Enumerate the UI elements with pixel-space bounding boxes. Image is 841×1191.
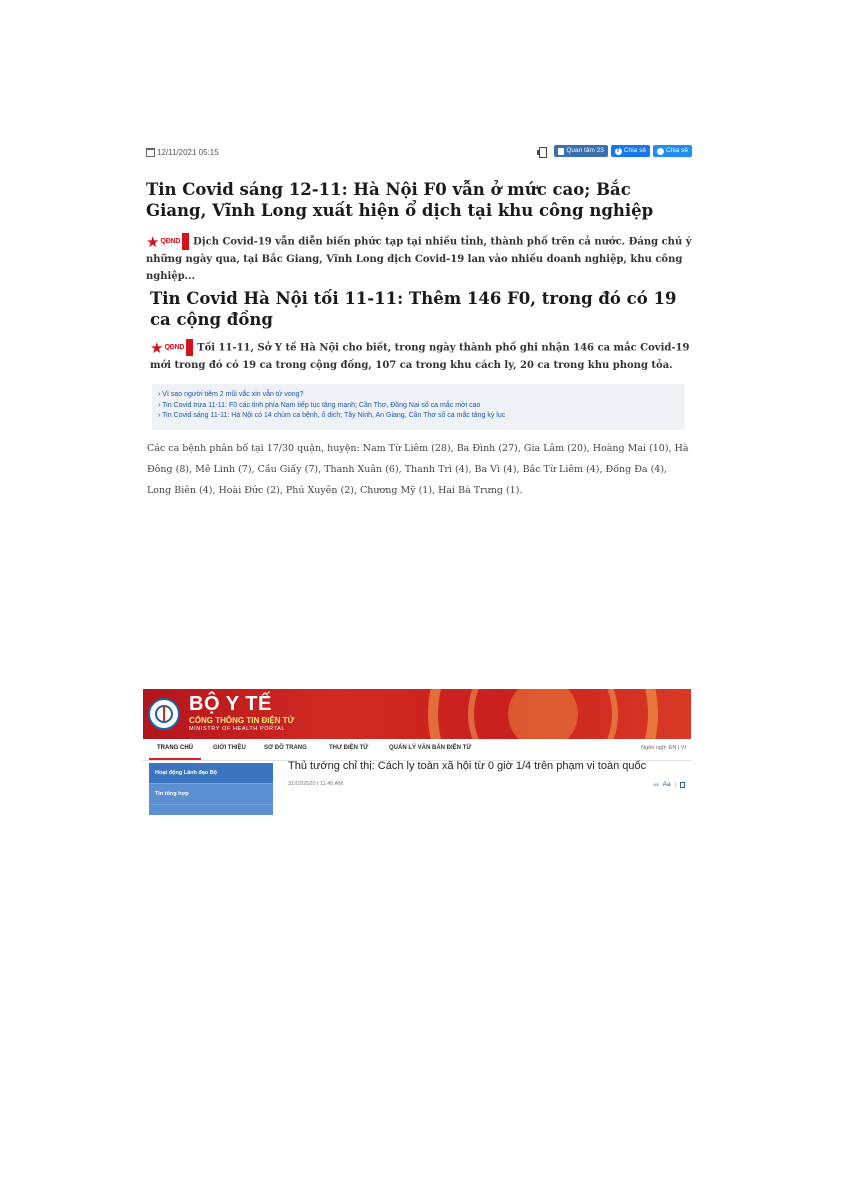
article1-title[interactable]: Tin Covid sáng 12-11: Hà Nội F0 vẫn ở mức cao; Bắc Giang, Vĩnh Long xuất hiện ổ dịch tại khu công nghiệp [146,180,654,220]
portal-brand-subtitle: CỔNG THÔNG TIN ĐIỆN TỬ [189,716,295,725]
messenger-icon [657,148,664,155]
red-star-icon: ★ [146,232,160,251]
portal-article-date: 31/03/2020 | 11:45 AM [288,781,343,787]
thumbs-up-icon [558,148,564,155]
article1-date-text: 12/11/2021 05:15 [157,148,219,157]
portal-article-title[interactable]: Thủ tướng chỉ thị: Cách ly toàn xã hội từ 0 giờ 1/4 trên phạm vi toàn quốc [288,760,647,772]
qdnd-logo [146,233,189,250]
nav-item-email[interactable]: THƯ ĐIỆN TỬ [329,745,369,751]
messenger-share-label: Chia sẻ [665,147,688,154]
facebook-share-label: Chia sẻ [623,147,646,154]
portal-nav [143,739,691,761]
qdnd-logo-text: QĐND [164,344,185,351]
related-link[interactable]: › Tin Covid sáng 11-11: Hà Nội có 14 chùm ca bệnh, ổ dịch; Tây Ninh, An Giang, Cần Thơ số ca mắc tăng kỷ lục [158,412,506,419]
qdnd-logo [150,339,193,356]
qdnd-logo-text: QĐND [160,238,181,245]
portal-brand-title: BỘ Y TẾ [189,693,272,715]
nav-item-about[interactable]: GIỚI THIỆU [213,745,246,751]
qdnd-logo-badge [182,233,189,250]
like-button[interactable] [554,145,608,157]
article2-lead-text: Tối 11-11, Sở Y tế Hà Nội cho biết, trong ngày thành phố ghi nhận 146 ca mắc Covid-19 mới trong đó có 19 ca trong cộng đồng, 107 ca trong khu cách ly, 20 ca trong khu phong tỏa. [150,342,690,371]
messenger-share-button[interactable] [653,145,692,157]
portal-brand-subtitle-en: MINISTRY OF HEALTH PORTAL [189,726,286,732]
related-links-box [152,384,685,430]
article1-lead-text: Dịch Covid-19 vẫn diễn biến phức tạp tại nhiều tỉnh, thành phố trên cả nước. Đáng chú ý những ngày qua, tại Bắc Giang, Vĩnh Long dịch Covid-19 lan vào nhiều doanh nghiệp, khu công nghiệp... [146,236,692,282]
article2-body: Các ca bệnh phân bố tại 17/30 quận, huyện: Nam Từ Liêm (28), Ba Đình (27), Gia Lâm (20), Hoàng Mai (10), Hà Đông (8), Mê Linh (7), Cầu Giấy (7), Thanh Xuân (6), Thanh Trì (4), Ba Vì (4), Bắc Từ Liêm (4), Đống Đa (4), Long Biên (4), Hoài Đức (2), Phú Xuyên (2), Chương Mỹ (1), Hai Bà Trưng (1). [147,443,689,496]
nav-item-documents[interactable]: QUẢN LÝ VĂN BẢN ĐIỆN TỬ [389,745,472,751]
calendar-icon [146,148,155,157]
sidebar-item-news[interactable]: Tin tổng hợp [149,784,273,805]
qdnd-logo-badge [186,339,193,356]
article1-lead [146,233,696,285]
article2-title[interactable]: Tin Covid Hà Nội tối 11-11: Thêm 146 F0, trong đó có 19 ca cộng đồng [150,289,677,329]
article2-lead [150,339,695,374]
sidebar-item-leadership[interactable]: Hoạt động Lãnh đạo Bộ [149,763,273,784]
nav-item-sitemap[interactable]: SƠ ĐỒ TRANG [264,745,307,751]
like-button-label: Quan tâm 23 [566,147,604,154]
nav-item-home[interactable]: TRANG CHỦ [157,745,193,751]
portal-banner [143,689,691,739]
bronze-drum-pattern [508,689,578,739]
article1-meta-row [146,145,692,161]
article-tools [653,781,685,788]
font-larger-button[interactable]: Aa [662,781,671,788]
moh-portal-screenshot [143,689,691,815]
portal-sidebar [149,763,273,815]
print-icon[interactable] [537,147,547,156]
nav-active-indicator [149,758,201,760]
article1-date [146,148,219,157]
facebook-share-button[interactable] [611,145,650,157]
tools-separator: | [674,781,676,788]
font-smaller-button[interactable]: Aa [653,782,659,787]
share-actions [537,145,692,157]
facebook-icon [615,148,622,155]
document-icon[interactable] [680,782,685,788]
language-switcher[interactable]: Ngôn ngữ: EN | VI [641,745,686,751]
red-star-icon: ★ [150,338,164,357]
related-link[interactable]: › Vì sao người tiêm 2 mũi vắc xin vẫn tử vong? [158,391,304,398]
moh-emblem-icon[interactable] [148,698,180,730]
related-link[interactable]: › Tin Covid trưa 11-11: F0 các tỉnh phía Nam tiếp tục tăng mạnh; Cần Thơ, Đồng Nai số ca mắc mới cao [158,401,481,409]
